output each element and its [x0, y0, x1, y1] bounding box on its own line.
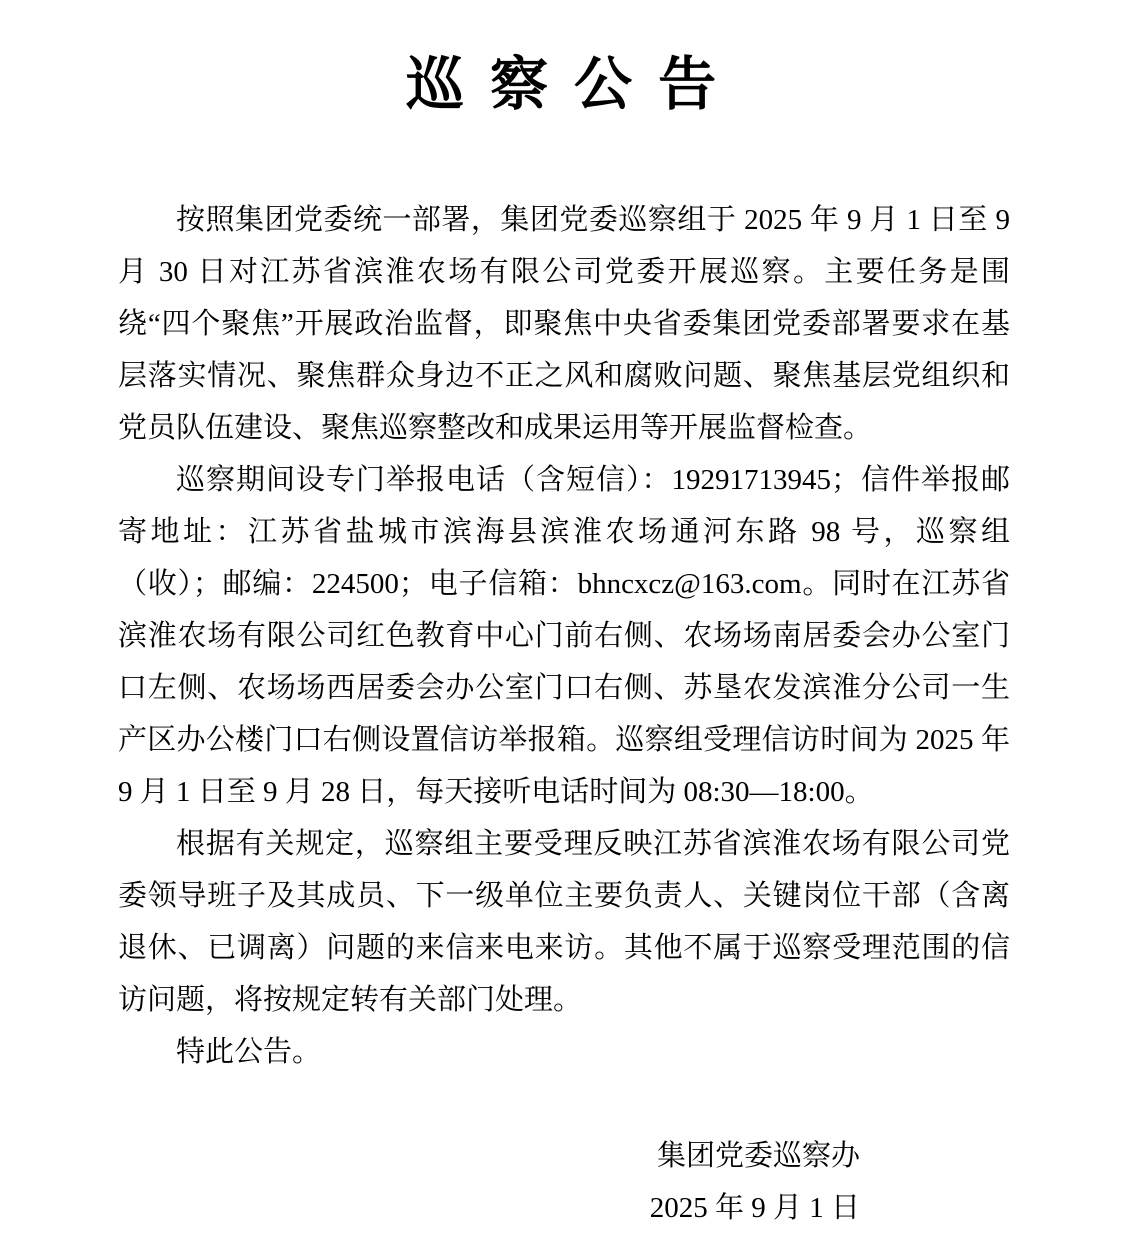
signature: 集团党委巡察办: [656, 1140, 860, 1172]
paragraph-contact-info: 巡察期间设专门举报电话（含短信）：19291713945；信件举报邮寄地址：江苏省盐城市滨海县滨淮农场通河东路 98 号，巡察组（收）；邮编：224500；电子信箱：bhncxcz@163.com。同时在江苏省滨淮农场有限公司红色教育中心门前右侧、农场场南居委会办公室门口左侧、农场场西居委会办公室门口右侧、苏垦农发滨淮分公司一生产区办公楼门口右侧设置信访举报箱。巡察组受理信访时间为 2025 年 9 月 1 日至 9 月 28 日，每天接听电话时间为 08:30—18:00。: [118, 464, 1010, 808]
paragraph-closing: 特此公告。: [176, 1036, 322, 1068]
announcement-body: [118, 194, 1010, 1234]
paragraph-inspection-scope: 按照集团党委统一部署，集团党委巡察组于 2025 年 9 月 1 日至 9 月 30 日对江苏省滨淮农场有限公司党委开展巡察。主要任务是围绕“四个聚焦”开展政治监督，即聚焦中央省委集团党委部署要求在基层落实情况、聚焦群众身边不正之风和腐败问题、聚焦基层党组织和党员队伍建设、聚焦巡察整改和成果运用等开展监督检查。: [118, 204, 1010, 444]
date: 2025 年 9 月 1 日: [649, 1192, 860, 1224]
page-title: 巡察公告: [405, 52, 743, 117]
signature-block: [118, 1130, 1010, 1234]
paragraph-acceptance-scope: 根据有关规定，巡察组主要受理反映江苏省滨淮农场有限公司党委领导班子及其成员、下一级单位主要负责人、关键岗位干部（含离退休、已调离）问题的来信来电来访。其他不属于巡察受理范围的信访问题，将按规定转有关部门处理。: [118, 828, 1010, 1016]
